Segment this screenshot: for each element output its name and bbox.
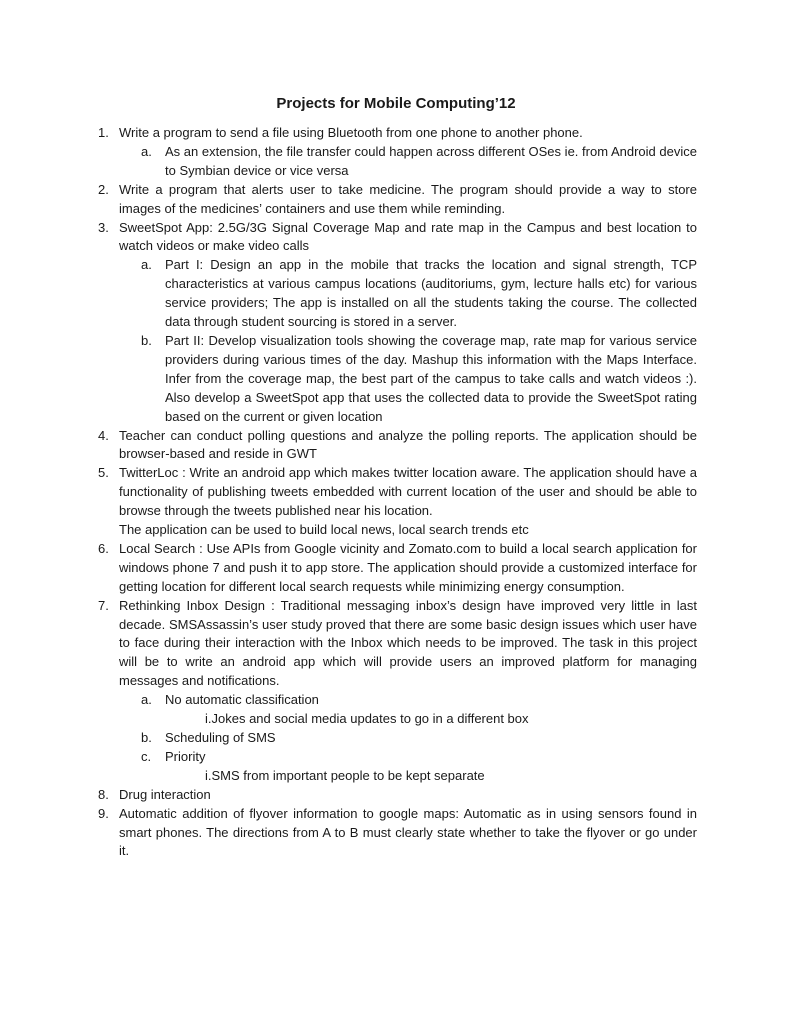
item-body (119, 786, 697, 805)
sub-item-body (165, 332, 697, 427)
sub-item-text: Priority (165, 748, 206, 764)
item-number: 2. (98, 181, 109, 197)
sub-item-text: As an extension, the file transfer could happen across different OSes ie. from Android device to Symbian device or vice versa (165, 143, 697, 178)
sub-item-label: a. (141, 143, 152, 159)
item-body (119, 427, 697, 465)
item-number: 4. (98, 427, 109, 443)
item-extra-text: The application can be used to build local news, local search trends etc (119, 522, 529, 538)
item-text: Write a program to send a file using Bluetooth from one phone to another phone. (119, 125, 583, 140)
list-item (98, 219, 697, 427)
item-text: Local Search : Use APIs from Google vicinity and Zomato.com to build a local search application for windows phone 7 and push it to app store. The application should provide a customized interface for getting location for different local search requests while minimizing energy consumption. (119, 540, 697, 594)
item-text: SweetSpot App: 2.5G/3G Signal Coverage Map and rate map in the Campus and best location to watch videos or make video calls (119, 219, 697, 254)
item-body (119, 219, 697, 427)
item-body (119, 124, 697, 181)
list-item (98, 540, 697, 597)
sub-item-label: b. (141, 332, 152, 348)
item-body (119, 181, 697, 219)
item-body (119, 805, 697, 862)
sub-item-body (165, 729, 697, 748)
item-text: Drug interaction (119, 786, 211, 802)
list-item (98, 124, 697, 181)
sub-item-label: b. (141, 730, 152, 745)
item-number: 5. (98, 465, 109, 481)
item-number: 1. (98, 125, 109, 140)
sub-item-body (165, 748, 697, 786)
item-text: TwitterLoc : Write an android app which makes twitter location aware. The application should have a functionality of publishing tweets embedded with current location of the user and should be able to browse through the tweets published near his location. (119, 465, 697, 519)
sub-item-body (165, 691, 697, 729)
sub-item-text: Scheduling of SMS (165, 730, 276, 745)
sub-item-body (165, 143, 697, 181)
item-number: 8. (98, 786, 109, 802)
item-number: 6. (98, 540, 109, 556)
sub-item-label: a. (141, 257, 152, 273)
sub-sub-item: i.SMS from important people to be kept separate (205, 767, 485, 783)
list-item (98, 181, 697, 219)
list-item (98, 464, 697, 540)
sub-item-label: a. (141, 692, 152, 708)
item-body (119, 464, 697, 540)
item-number: 3. (98, 219, 109, 235)
item-text: Rethinking Inbox Design : Traditional messaging inbox’s design have improved very little in last decade. SMSAssassin’s user study proved that there are some basic design issues which user have to face during their interaction with the Inbox which needs to be improved. The task in this project will be to write an android app which will provide users an improved platform for managing messages and notifications. (119, 597, 697, 689)
sub-sub-item: i.Jokes and social media updates to go in a different box (205, 711, 529, 727)
sub-item-text: No automatic classification (165, 692, 319, 708)
page-title: Projects for Mobile Computing’12 (276, 95, 516, 112)
item-body (119, 540, 697, 597)
item-number: 9. (98, 805, 109, 821)
list-item (98, 427, 697, 465)
sub-item-text: Part I: Design an app in the mobile that tracks the location and signal strength, TCP characteristics at various campus locations (auditoriums, gym, lecture halls etc) for various service providers; The app is installed on all the students taking the course. The collected data through student sourcing is stored in a server. (165, 257, 697, 330)
item-text: Teacher can conduct polling questions and analyze the polling reports. The application should be browser-based and reside in GWT (119, 427, 697, 462)
sub-item (141, 332, 697, 427)
sub-item (141, 256, 697, 332)
sub-item (141, 143, 697, 181)
item-number: 7. (98, 597, 109, 613)
sub-item-label: c. (141, 748, 152, 764)
sub-item (141, 729, 697, 748)
project-list (98, 124, 697, 861)
item-text: Automatic addition of flyover information to google maps: Automatic as in using sensors found in smart phones. The directions from A to B must clearly state whether to take the flyover or go under it. (119, 805, 697, 859)
list-item (98, 805, 697, 862)
sub-item (141, 748, 697, 786)
item-text: Write a program that alerts user to take medicine. The program should provide a way to store images of the medicines’ containers and use them while reminding. (119, 181, 697, 216)
sub-item-text: Part II: Develop visualization tools showing the coverage map, rate map for various service providers during various times of the day. Mashup this information with the Maps Interface. Infer from the coverage map, the best part of the campus to take calls and watch videos :). Also develop a SweetSpot app that uses the collected data to provide the SweetSpot rating based on the current or given location (165, 332, 697, 424)
list-item (98, 786, 697, 805)
sub-item-body (165, 256, 697, 332)
list-item (98, 597, 697, 786)
item-body (119, 597, 697, 786)
sub-item (141, 691, 697, 729)
